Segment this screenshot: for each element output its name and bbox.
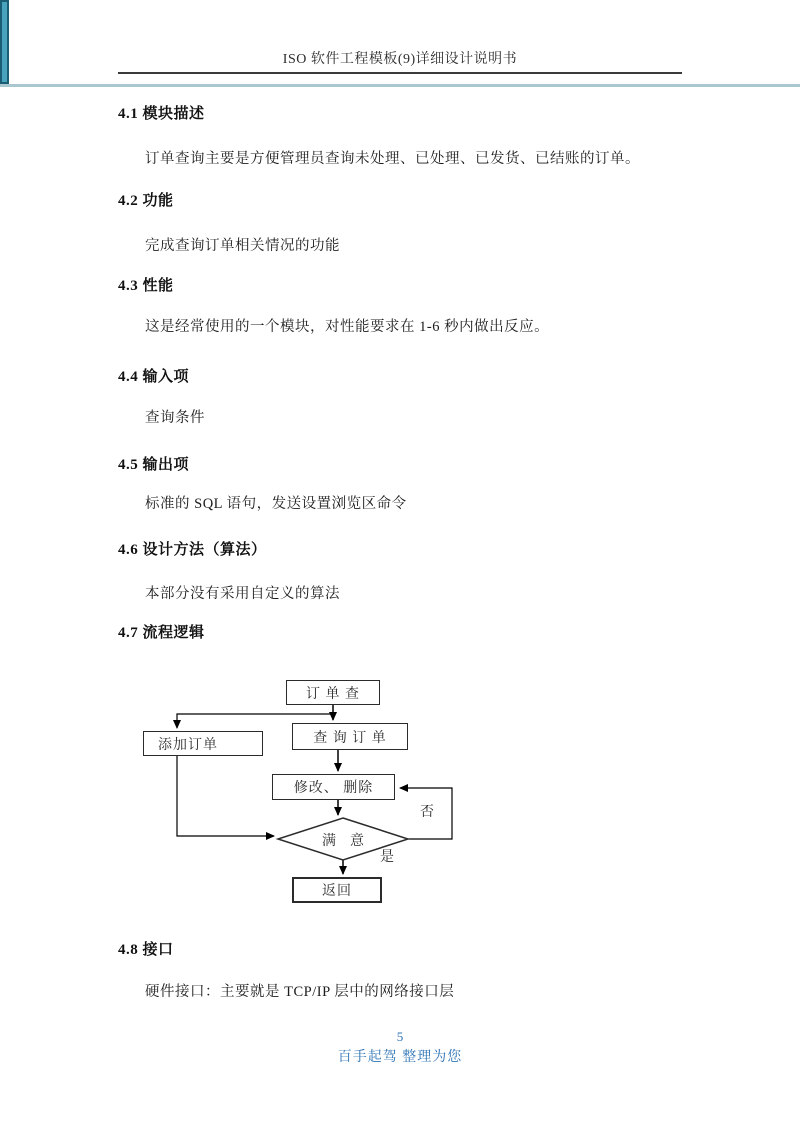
- section-heading-4-7: 4.7 流程逻辑: [118, 625, 205, 641]
- page-header-title: ISO 软件工程模板(9)详细设计说明书: [282, 52, 518, 67]
- teal-divider: [0, 84, 800, 87]
- flowchart-4-7: [140, 670, 475, 915]
- section-heading-4-3: 4.3 性能: [118, 278, 174, 294]
- page-number: 5: [396, 1029, 404, 1044]
- section-body-4-6: 本部分没有采用自定义的算法: [145, 586, 340, 602]
- flow-node-add-order: 添加订单: [143, 731, 263, 756]
- section-body-4-4: 查询条件: [145, 410, 205, 426]
- flow-label-no: 否: [420, 805, 434, 820]
- section-heading-4-1: 4.1 模块描述: [118, 106, 205, 122]
- section-heading-4-5: 4.5 输出项: [118, 457, 190, 473]
- flow-node-modify-delete: 修改、 删除: [272, 774, 395, 800]
- corner-accent-bar: [0, 0, 9, 84]
- section-body-4-1: 订单查询主要是方便管理员查询未处理、已处理、已发货、已结账的订单。: [145, 151, 640, 167]
- header-rule: [118, 72, 682, 74]
- flow-node-start: 订 单 查: [286, 680, 380, 705]
- section-body-4-5: 标准的 SQL 语句，发送设置浏览区命令: [145, 496, 407, 512]
- section-heading-4-6: 4.6 设计方法（算法）: [118, 542, 267, 558]
- footer-note: 百手起驾 整理为您: [337, 1050, 463, 1065]
- flow-label-yes: 是: [380, 850, 394, 865]
- section-heading-4-8: 4.8 接口: [118, 942, 174, 958]
- section-heading-4-4: 4.4 输入项: [118, 369, 190, 385]
- flow-node-query-order: 查 询 订 单: [292, 723, 408, 750]
- section-body-4-3: 这是经常使用的一个模块，对性能要求在 1-6 秒内做出反应。: [145, 319, 550, 335]
- flow-node-decision-label: 满 意: [322, 834, 364, 849]
- section-body-4-2: 完成查询订单相关情况的功能: [145, 238, 340, 254]
- flow-node-return: 返回: [292, 877, 382, 903]
- section-body-4-8: 硬件接口：主要就是 TCP/IP 层中的网络接口层: [145, 984, 455, 1000]
- section-heading-4-2: 4.2 功能: [118, 193, 174, 209]
